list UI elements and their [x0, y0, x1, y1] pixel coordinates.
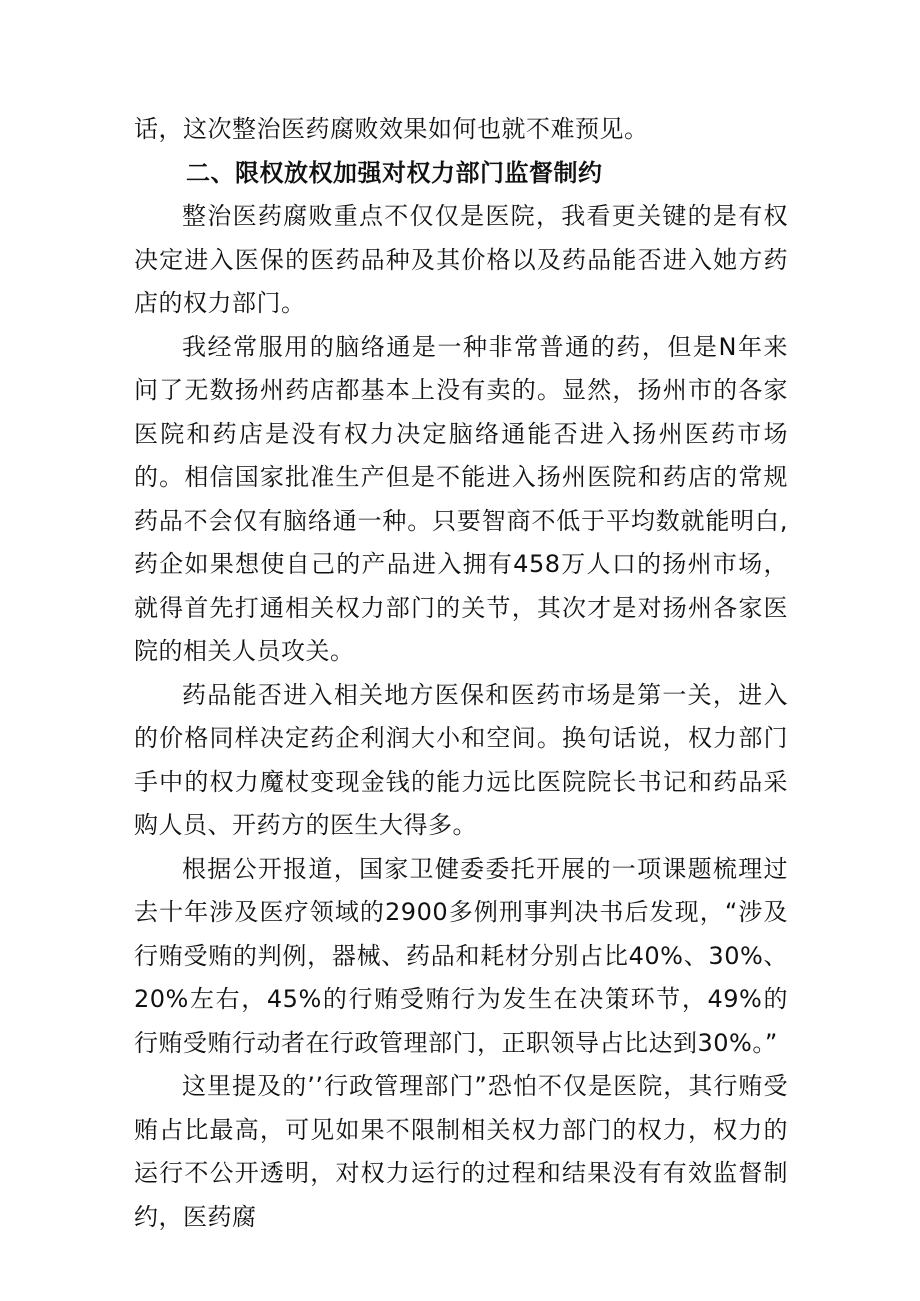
paragraph: 我经常服用的脑络通是一种非常普通的药，但是N年来问了无数扬州药店都基本上没有卖的。显然，扬州市的各家医院和药店是没有权力决定脑络通能否进入扬州医药市场的。相信国家批准生产但是不能进入扬州医院和药店的常规药品不会仅有脑络通一种。只要智商不低于平均数就能明白,药企如果想使自己的产品进入拥有458万人口的扬州市场，就得首先打通相关权力部门的关节，其次才是对扬州各家医院的相关人员攻关。	[134, 332, 788, 665]
paragraph: 根据公开报道，国家卫健委委托开展的一项课题梳理过去十年涉及医疗领域的2900多例刑事判决书后发现，“涉及行贿受贿的判例，器械、药品和耗材分别占比40%、30%、20%左右，45%的行贿受贿行为发生在决策环节，49%的行贿受贿行动者在行政管理部门，正职领导占比达到30%。”	[134, 854, 788, 1057]
section-heading: 二、限权放权加强对权力部门监督制约	[186, 158, 603, 187]
paragraph-continuation: 话，这次整治医药腐败效果如何也就不难预见。	[134, 115, 649, 143]
paragraph: 整治医药腐败重点不仅仅是医院，我看更关键的是有权决定进入医保的医药品种及其价格以及药品能否进入她方药店的权力部门。	[134, 202, 788, 317]
paragraph: 药品能否进入相关地方医保和医药市场是第一关，进入的价格同样决定药企利润大小和空间。换句话说，权力部门手中的权力魔杖变现金钱的能力远比医院院长书记和药品采购人员、开药方的医生大得多。	[134, 680, 788, 839]
paragraph: 这里提及的’’行政管理部门”恐怕不仅是医院，其行贿受贿占比最高，可见如果不限制相关权力部门的权力，权力的运行不公开透明，对权力运行的过程和结果没有有效监督制约，医药腐	[134, 1072, 788, 1231]
document-body	[134, 108, 788, 1239]
